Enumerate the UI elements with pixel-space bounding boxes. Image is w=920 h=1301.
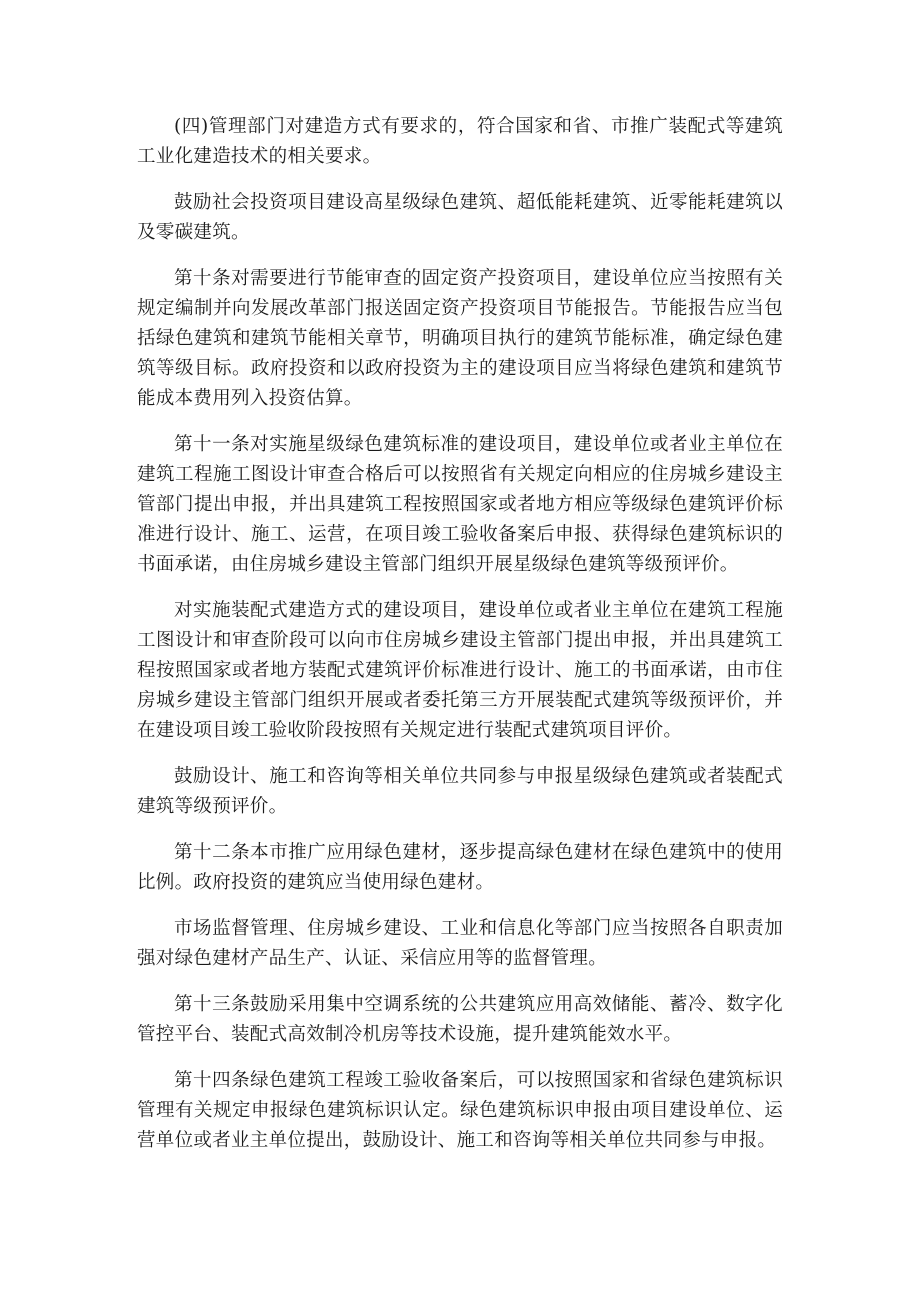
paragraph-article-10: 第十条对需要进行节能审查的固定资产投资项目，建设单位应当按照有关规定编制并向发展改革部门报送固定资产投资项目节能报告。节能报告应当包括绿色建筑和建筑节能相关章节，明确项目执行的建筑节能标准，确定绿色建筑等级目标。政府投资和以政府投资为主的建设项目应当将绿色建筑和建筑节能成本费用列入投资估算。 <box>137 268 783 409</box>
paragraph-encourage-social-investment: 鼓励社会投资项目建设高星级绿色建筑、超低能耗建筑、近零能耗建筑以及零碳建筑。 <box>137 192 783 243</box>
document-body <box>137 112 783 1172</box>
paragraph-article-11: 第十一条对实施星级绿色建筑标准的建设项目，建设单位或者业主单位在建筑工程施工图设计审查合格后可以按照省有关规定向相应的住房城乡建设主管部门提出申报，并出具建筑工程按照国家或者地方相应等级绿色建筑评价标准进行设计、施工、运营，在项目竣工验收备案后申报、获得绿色建筑标识的书面承诺，由住房城乡建设主管部门组织开展星级绿色建筑等级预评价。 <box>137 434 783 575</box>
paragraph-prefabricated-construction: 对实施装配式建造方式的建设项目，建设单位或者业主单位在建筑工程施工图设计和审查阶段可以向市住房城乡建设主管部门提出申报，并出具建筑工程按照国家或者地方装配式建筑评价标准进行设计、施工的书面承诺，由市住房城乡建设主管部门组织开展或者委托第三方开展装配式建筑等级预评价，并在建设项目竣工验收阶段按照有关规定进行装配式建筑项目评价。 <box>137 600 783 741</box>
paragraph-article-13: 第十三条鼓励采用集中空调系统的公共建筑应用高效储能、蓄冷、数字化管控平台、装配式高效制冷机房等技术设施，提升建筑能效水平。 <box>137 994 783 1045</box>
paragraph-encourage-joint-application: 鼓励设计、施工和咨询等相关单位共同参与申报星级绿色建筑或者装配式建筑等级预评价。 <box>137 766 783 817</box>
paragraph-article-14: 第十四条绿色建筑工程竣工验收备案后，可以按照国家和省绿色建筑标识管理有关规定申报绿色建筑标识认定。绿色建筑标识申报由项目建设单位、运营单位或者业主单位提出，鼓励设计、施工和咨询等相关单位共同参与申报。 <box>137 1070 783 1151</box>
paragraph-item-4: (四)管理部门对建造方式有要求的，符合国家和省、市推广装配式等建筑工业化建造技术的相关要求。 <box>137 116 783 167</box>
paragraph-article-12: 第十二条本市推广应用绿色建材，逐步提高绿色建材在绿色建筑中的使用比例。政府投资的建筑应当使用绿色建材。 <box>137 842 783 893</box>
paragraph-market-supervision: 市场监督管理、住房城乡建设、工业和信息化等部门应当按照各自职责加强对绿色建材产品生产、认证、采信应用等的监督管理。 <box>137 918 783 969</box>
